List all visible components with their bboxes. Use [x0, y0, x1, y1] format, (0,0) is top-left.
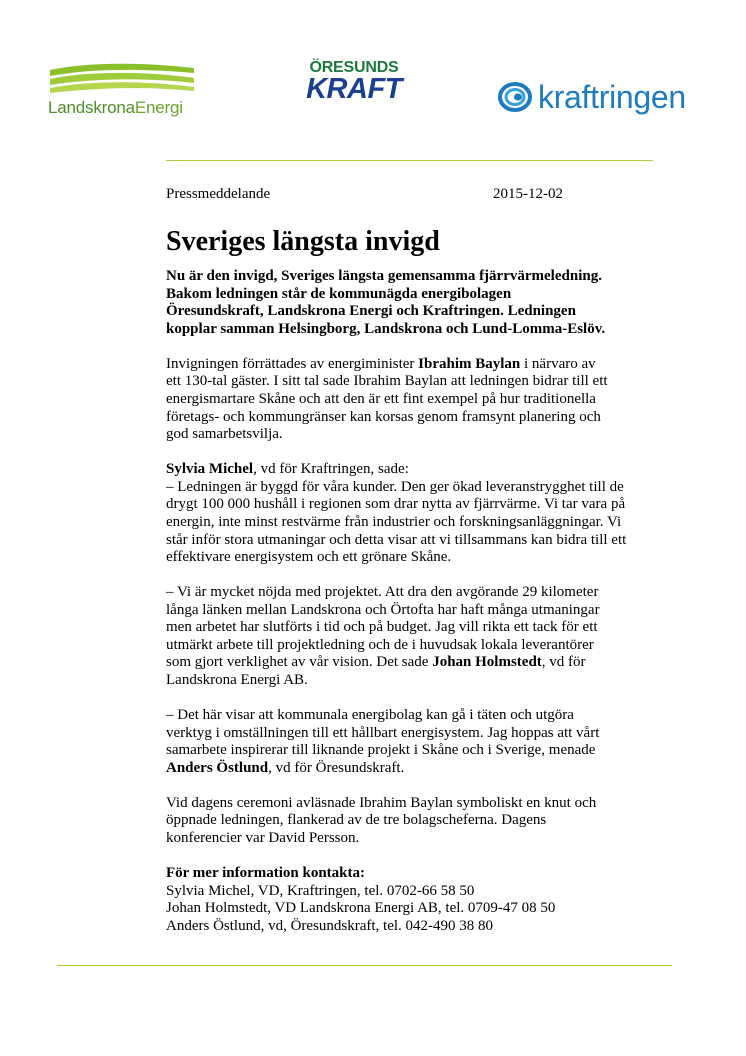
body-line: – Vi är mycket nöjda med projektet. Att dra den avgörande 29 kilometer: [166, 584, 599, 601]
johan-quote-paragraph: [166, 584, 656, 690]
body-line: – Det här visar att kommunala energibolag kan gå i täten och utgöra: [166, 707, 574, 724]
kraftringen-swirl-icon: [498, 80, 534, 114]
body-line: [166, 356, 656, 374]
bottom-divider: [57, 965, 672, 966]
contact-line: Anders Östlund, vd, Öresundskraft, tel. 042-490 38 80: [166, 917, 494, 934]
body-line: energin, inte minst restvärme från industrier och forskningsanläggningar. Vi: [166, 513, 622, 530]
lead-line: Nu är den invigd, Sveriges längsta gemensamma fjärrvärmeledning.: [166, 268, 602, 284]
page-title: Sveriges längsta invigd: [166, 226, 440, 257]
body-line: effektivare energisystem och ett grönare Skåne.: [166, 549, 452, 566]
text-run: , vd för: [541, 654, 586, 671]
oresunds-word: ÖRESUNDS: [309, 59, 399, 76]
kraftringen-logo: [498, 78, 728, 122]
lead-paragraph: [166, 268, 656, 338]
text-run: , vd för Öresundskraft.: [268, 759, 405, 776]
landskrona-energi-wordmark: [48, 98, 183, 118]
contact-block: [166, 865, 656, 935]
anders-quote-paragraph: [166, 707, 656, 777]
text-run: , vd för Kraftringen, sade:: [253, 461, 409, 478]
person-name: Sylvia Michel: [166, 461, 254, 478]
body-line: – Ledningen är byggd för våra kunder. Den ger ökad leveranstrygghet till de: [166, 478, 624, 495]
top-divider: [166, 160, 653, 161]
landskrona-swoosh-icon: [48, 60, 198, 100]
text-run: i närvaro av: [520, 355, 596, 372]
body-line: långa länken mellan Landskrona och Örtofta har haft många utmaningar: [166, 601, 600, 618]
lead-line: Öresundskraft, Landskrona Energi och Kraftringen. Ledningen: [166, 303, 576, 320]
body-line: [166, 461, 656, 479]
lead-line: Bakom ledningen står de kommunägda energibolagen: [166, 285, 512, 302]
body-line: verktyg i omställningen till ett hållbart energisystem. Jag hoppas att vårt: [166, 724, 600, 741]
body-line: konferencier var David Persson.: [166, 829, 360, 846]
body-line: [166, 760, 656, 778]
article-body: [166, 268, 656, 953]
body-line: står inför stora utmaningar och detta visar att vi tillsammans kan bidra till ett: [166, 531, 627, 548]
release-date: 2015-12-02: [493, 186, 563, 202]
body-line: Landskrona Energi AB.: [166, 672, 308, 689]
logo-bar: [0, 0, 746, 140]
text-run: Invigningen förrättades av energiminister: [166, 355, 419, 372]
contact-line: Johan Holmstedt, VD Landskrona Energi AB, tel. 0709-47 08 50: [166, 900, 556, 917]
kraftringen-wordmark: kraftringen: [538, 79, 686, 115]
landskrona-energi-logo: [48, 60, 198, 120]
body-line: utmärkt arbete till projektledning och de i huvudsak lokala leverantörer: [166, 636, 594, 653]
person-name: Ibrahim Baylan: [418, 355, 521, 372]
body-line: företags- och kommungränser kan korsas genom framsynt planering och: [166, 408, 601, 425]
body-line: drygt 100 000 hushåll i regionen som drar nytta av fjärrvärme. Vi tar vara på: [166, 496, 626, 513]
body-line: god samarbetsvilja.: [166, 426, 283, 443]
oresundskraft-logo: [292, 60, 416, 106]
body-line: öppnade ledningen, flankerad av de tre bolagscheferna. Dagens: [166, 812, 547, 829]
body-line: ett 130-tal gäster. I sitt tal sade Ibrahim Baylan att ledningen bidrar till ett: [166, 373, 608, 390]
lead-line: kopplar samman Helsingborg, Landskrona och Lund-Lomma-Eslöv.: [166, 320, 606, 337]
landskrona-word: Landskrona: [48, 98, 135, 117]
kraft-word: KRAFT: [306, 73, 402, 105]
press-release-label: Pressmeddelande: [166, 186, 271, 202]
person-name: Anders Östlund: [166, 759, 269, 776]
body-line: samarbete inspirerar till liknande projekt i Skåne och i Sverige, menade: [166, 742, 596, 759]
contact-line: Sylvia Michel, VD, Kraftringen, tel. 0702-66 58 50: [166, 882, 475, 899]
ceremony-paragraph: [166, 795, 656, 848]
body-line: [166, 654, 656, 672]
body-line: Vid dagens ceremoni avläsnade Ibrahim Baylan symboliskt en knut och: [166, 794, 597, 811]
body-line: men arbetet har slutförts i tid och på budget. Jag vill rikta ett tack för ett: [166, 619, 598, 636]
person-name: Johan Holmstedt: [432, 654, 542, 671]
body-line: energismartare Skåne och att den är ett fint exempel på hur traditionella: [166, 390, 596, 407]
energi-word: Energi: [134, 98, 183, 117]
text-run: som gjort verklighet av vår vision. Det sade: [166, 654, 433, 671]
inauguration-paragraph: [166, 356, 656, 444]
sylvia-quote-paragraph: [166, 461, 656, 567]
contact-heading: För mer information kontakta:: [166, 864, 366, 881]
